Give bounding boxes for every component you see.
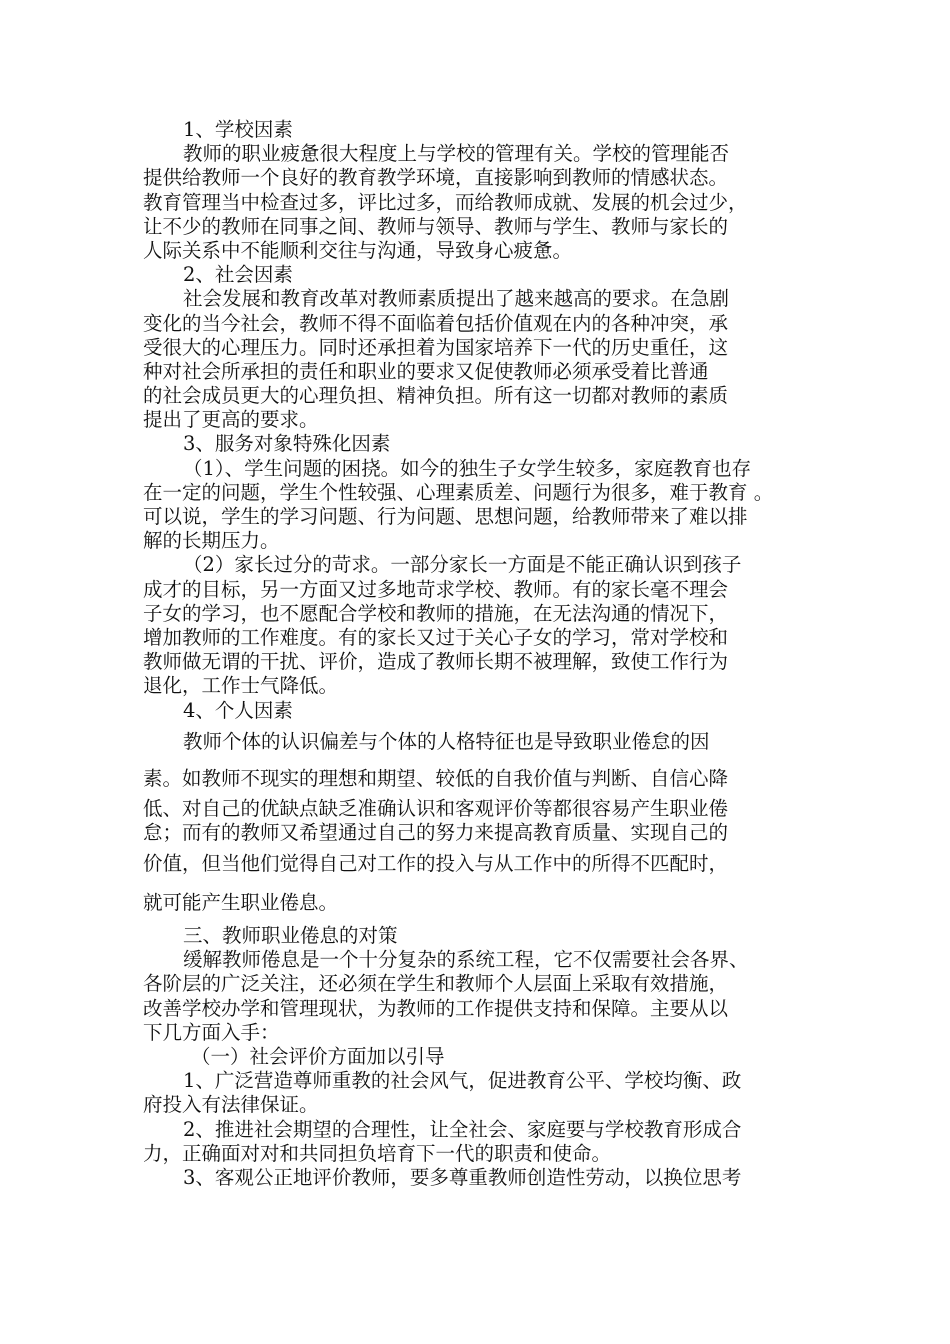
paragraph-line: 1、广泛营造尊师重教的社会风气，促进教育公平、学校均衡、政 [183, 1069, 742, 1093]
paragraph-line: 3、客观公正地评价教师，要多尊重教师创造性劳动，以换位思考 [183, 1165, 742, 1189]
paragraph-line: 2、推进社会期望的合理性，让全社会、家庭要与学校教育形成合 [183, 1117, 742, 1141]
paragraph-line: 缓解教师倦息是一个十分复杂的系统工程，它不仅需要社会各界、 [183, 948, 749, 972]
paragraph-line: 教师个体的认识偏差与个体的人格特征也是导致职业倦怠的因 [183, 729, 710, 753]
paragraph-line: 教师的职业疲惫很大程度上与学校的管理有关。学校的管理能否 [183, 142, 730, 166]
paragraph-line: 改善学校办学和管理现状，为教师的工作提供支持和保障。主要从以 [143, 996, 729, 1020]
paragraph-line: 府投入有法律保证。 [143, 1093, 319, 1117]
heading-service-factors: 3、服务对象特殊化因素 [183, 432, 391, 456]
paragraph-line: 子女的学习，也不愿配合学校和教师的措施，在无法沟通的情况下， [143, 601, 729, 625]
paragraph-line: 社会发展和教育改革对教师素质提出了越来越高的要求。在急剧 [183, 287, 730, 311]
paragraph-line: 变化的当今社会，教师不得不面临着包括价值观在内的各种冲突，承 [143, 311, 729, 335]
paragraph-line: 成才的目标，另一方面又过多地苛求学校、教师。有的家长毫不理会 [143, 577, 729, 601]
paragraph-line: 怠；而有的教师又希望通过自己的努力来提高教育质量、实现自己的 [143, 820, 729, 844]
paragraph-line: 可以说，学生的学习问题、行为问题、思想问题，给教师带来了难以排 [143, 505, 748, 528]
paragraph-line: 退化，工作士气降低。 [143, 674, 339, 698]
paragraph-line: 提供给教师一个良好的教育教学环境，直接影响到教师的情感状态。 [143, 166, 729, 190]
heading-countermeasures: 三、教师职业倦息的对策 [183, 924, 398, 948]
paragraph-line: 教育管理当中检查过多，评比过多，而给教师成就、发展的机会过少， [143, 190, 748, 214]
heading-school-factors: 1、学校因素 [183, 118, 293, 141]
paragraph-line: 低、对自己的优缺点缺乏准确认识和客观评价等都很容易产生职业倦 [143, 796, 729, 820]
paragraph-line: 解的长期压力。 [143, 529, 280, 553]
paragraph-line: 的社会成员更大的心理负担、精神负担。所有这一切都对教师的素质 [143, 384, 729, 408]
paragraph-line: 种对社会所承担的责任和职业的要求又促使教师必须承受着比普通 [143, 359, 709, 383]
heading-personal-factors: 4、个人因素 [183, 698, 293, 722]
document-page [143, 118, 808, 1190]
paragraph-line: 受很大的心理压力。同时还承担着为国家培养下一代的历史重任，这 [143, 335, 729, 359]
paragraph-line: 提出了更高的要求。 [143, 408, 319, 432]
paragraph-line: 增加教师的工作难度。有的家长又过于关心子女的学习，常对学校和 [143, 625, 729, 649]
heading-social-factors: 2、社会因素 [183, 263, 293, 287]
paragraph-line: 人际关系中不能顺利交往与沟通，导致身心疲惫。 [143, 238, 573, 262]
paragraph-line: 素。如教师不现实的理想和期望、较低的自我价值与判断、自信心降 [143, 766, 729, 790]
paragraph-line: 各阶层的广泛关注，还必须在学生和教师个人层面上采取有效措施， [143, 972, 729, 996]
paragraph-line: 力，正确面对对和共同担负培育下一代的职责和使命。 [143, 1141, 612, 1165]
paragraph-line: 让不少的教师在同事之间、教师与领导、教师与学生、教师与家长的 [143, 214, 729, 238]
paragraph-line: 价值，但当他们觉得自己对工作的投入与从工作中的所得不匹配时， [143, 852, 729, 876]
paragraph-line: 就可能产生职业倦息。 [143, 891, 339, 915]
heading-social-evaluation: （一）社会评价方面加以引导 [191, 1045, 445, 1068]
paragraph-line: 在一定的问题，学生个性较强、心理素质差、问题行为很多，难于教育 。 [143, 480, 774, 504]
paragraph-line: 下几方面入手： [143, 1020, 280, 1044]
paragraph-line: （1）、学生问题的困挠。如今的独生子女学生较多，家庭教育也存 [183, 456, 752, 480]
paragraph-line: （2）家长过分的苛求。一部分家长一方面是不能正确认识到孩子 [183, 553, 742, 577]
paragraph-line: 教师做无谓的干扰、评价，造成了教师长期不被理解，致使工作行为 [143, 650, 729, 674]
